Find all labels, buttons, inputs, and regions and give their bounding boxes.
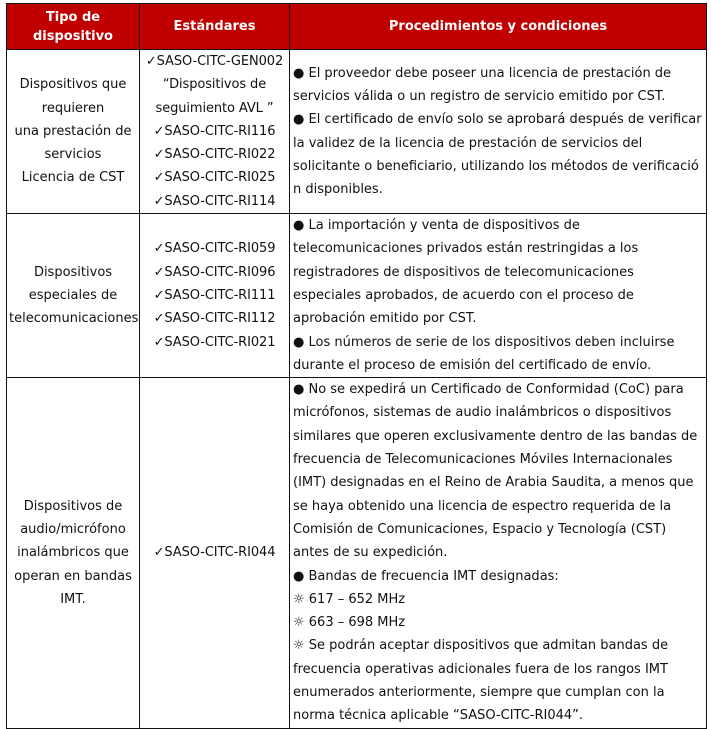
table-header-row (7, 4, 707, 50)
procedure-bullet: ● Los números de serie de los dispositivos deben incluirse durante el proceso de emisión del certificado de envío. (293, 334, 675, 373)
device-line: requieren (41, 100, 105, 116)
device-line: inalámbricos que (17, 545, 129, 561)
procedure-bullet: ● El certificado de envío solo se aprobará después de verificar la validez de la licencia de prestación de servicios del solicitante o beneficiario, utilizando los métodos de verificació n disponibles. (293, 112, 702, 198)
procedure-bullet: ● Bandas de frecuencia IMT designadas: (293, 568, 559, 584)
requirements-table (6, 3, 707, 729)
device-line: especiales de (28, 287, 118, 303)
standard-item: ✓SASO-CITC-RI116 (153, 123, 276, 139)
standard-item: ✓SASO-CITC-RI112 (153, 311, 276, 327)
standard-item: ✓SASO-CITC-RI111 (153, 287, 276, 303)
device-line: Dispositivos que (19, 77, 127, 93)
standard-item: ✓SASO-CITC-GEN002 (145, 54, 284, 69)
standard-item: ✓SASO-CITC-RI021 (153, 334, 276, 350)
procedure-note: ☼ Se podrán aceptar dispositivos que admitan bandas de frecuencia operativas adicionales fuera de los rangos IMT enumerados anteriormente, siempre que cumplan con la norma técnica aplicable “SASO-CITC-RI044”. (293, 638, 669, 724)
procedure-bullet: ● No se expedirá un Certificado de Conformidad (CoC) para micrófonos, sistemas de audio inalámbricos o dispositivos similares que operen exclusivamente dentro de las bandas de frecuencia de Telecomunicaciones Móviles Internacionales (IMT) designadas en el Reino de Arabia Saudita, a menos que se haya obtenido una licencia de espectro requerida de la Comisión de Comunicaciones, Espacio y Tecnología (CST) antes de su expedición. (293, 382, 698, 561)
procedure-bullet: ● La importación y venta de dispositivos de telecomunicaciones privados están restringidas a los registradores de dispositivos de telecomunicaciones especiales aprobados, de acuerdo con el proceso de aprobación emitido por CST. (293, 218, 639, 327)
header-procedures: Procedimientos y condiciones (290, 4, 707, 50)
frequency-band-item: ☼ 617 – 652 MHz (293, 591, 406, 607)
device-line: Dispositivos de (23, 498, 123, 514)
standards-cell (140, 50, 290, 214)
standard-item: ✓SASO-CITC-RI096 (153, 264, 276, 280)
standards-cell (140, 214, 290, 378)
table-row (7, 378, 707, 728)
standard-item: ✓SASO-CITC-RI025 (153, 170, 276, 186)
device-line: operan en bandas (14, 568, 132, 584)
standard-item: ✓SASO-CITC-RI114 (153, 193, 276, 209)
procedures-cell (290, 378, 707, 728)
device-type-cell (7, 50, 140, 214)
table-row (7, 50, 707, 214)
device-line: Dispositivos (33, 264, 113, 280)
procedures-cell (290, 214, 707, 378)
device-type-cell (7, 378, 140, 728)
standard-item: ✓SASO-CITC-RI059 (153, 241, 276, 257)
standard-item: ✓SASO-CITC-RI022 (153, 147, 276, 163)
standard-item: seguimiento AVL ” (155, 100, 274, 116)
header-device-type: Tipo de dispositivo (7, 4, 140, 50)
standard-item: “Dispositivos de (162, 77, 267, 93)
device-line: servicios (44, 147, 102, 163)
device-type-cell (7, 214, 140, 378)
device-line: una prestación de (14, 123, 132, 139)
device-line: telecomunicaciones (9, 311, 139, 327)
procedures-cell (290, 50, 707, 214)
procedure-bullet: ● El proveedor debe poseer una licencia de prestación de servicios válida o un registro de servicio emitido por CST. (293, 65, 672, 104)
device-line: audio/micrófono (20, 521, 126, 537)
frequency-band-item: ☼ 663 – 698 MHz (293, 615, 406, 631)
standard-item: ✓SASO-CITC-RI044 (153, 545, 276, 561)
header-standards: Estándares (140, 4, 290, 50)
device-line: IMT. (60, 591, 86, 607)
table-row (7, 214, 707, 378)
standards-cell (140, 378, 290, 728)
device-line: Licencia de CST (21, 170, 125, 186)
